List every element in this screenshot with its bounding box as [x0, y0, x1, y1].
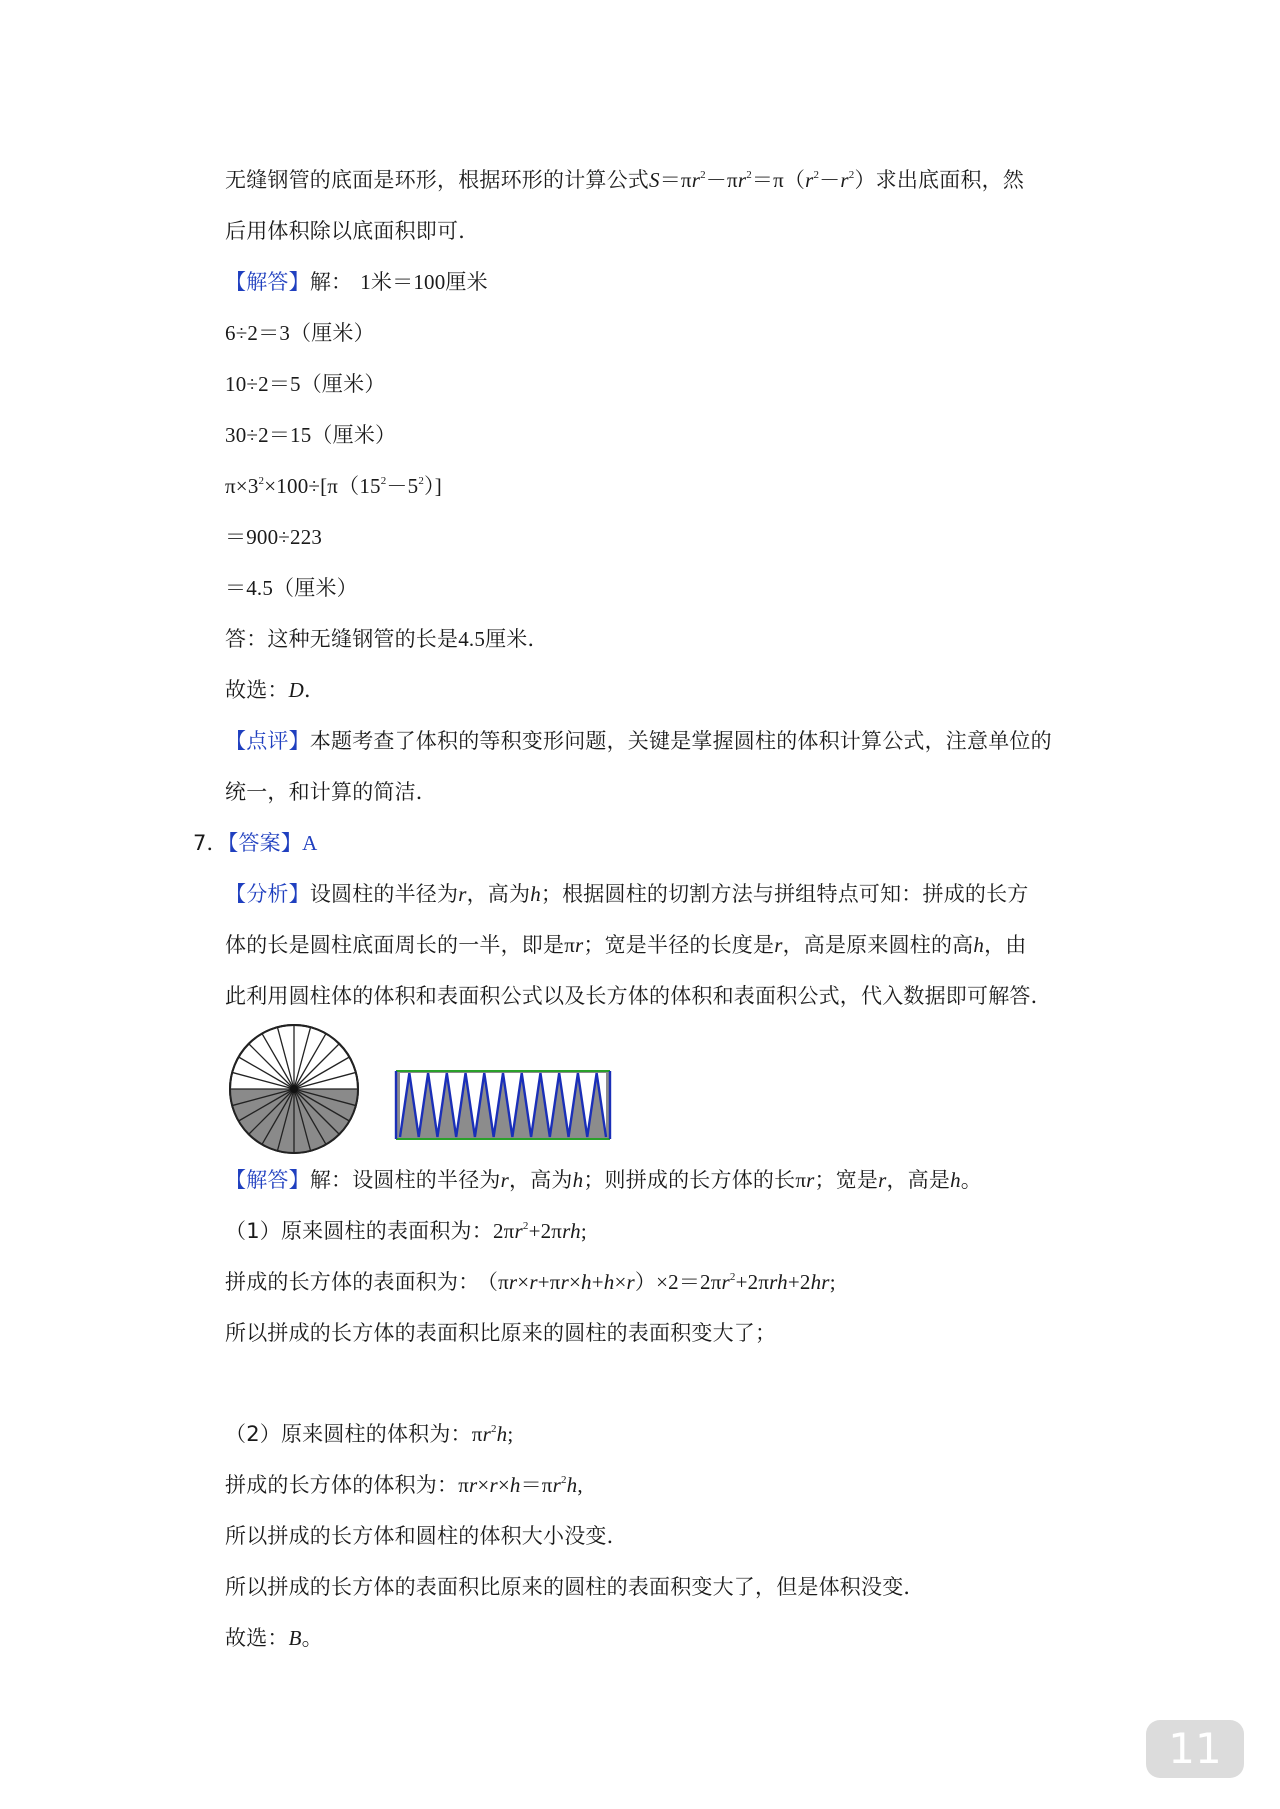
text-line: 后用体积除以底面积即可．	[225, 219, 480, 243]
text-line: 所以拼成的长方体的表面积比原来的圆柱的表面积变大了，但是体积没变．	[225, 1575, 925, 1599]
calc-line: 6÷2＝3（厘米）	[225, 321, 375, 345]
comment-tag: 【点评】	[225, 729, 310, 753]
solution-tag: 【解答】	[225, 1168, 310, 1192]
choice-line: 故选：B。	[225, 1626, 323, 1650]
solution-line: 【解答】解： 1米＝100厘米	[225, 270, 488, 294]
comment-line: 【点评】本题考查了体积的等积变形问题，关键是掌握圆柱的体积计算公式，注意单位的	[225, 729, 1052, 753]
text-line: 拼成的长方体的表面积为： $(\pi r\times r+\pi r\times h+h\times r)\times 2=2\pi r^2+2\pi rh+2hr$;	[225, 1270, 836, 1294]
text-line: 所以拼成的长方体的表面积比原来的圆柱的表面积变大了；	[225, 1321, 777, 1345]
analysis-line: 【分析】设圆柱的半径为r，高为h；根据圆柱的切割方法与拼组特点可知：拼成的长方	[225, 882, 1029, 906]
answer-value: A	[302, 831, 318, 855]
analysis-tag: 【分析】	[225, 882, 310, 906]
sectored-circle-figure	[224, 1021, 364, 1157]
rearranged-rectangle-figure	[392, 1065, 616, 1145]
text-line: （2）原来圆柱的体积为：$\pi r^2h$;	[225, 1422, 514, 1446]
calc-line: ＝4.5（厘米）	[225, 576, 358, 600]
answer-line: 答：这种无缝钢管的长是4.5厘米．	[225, 627, 549, 651]
text-line: 体的长是圆柱底面周长的一半，即是πr；宽是半径的长度是r，高是原来圆柱的高h，由	[225, 933, 1027, 957]
text-line: （1）原来圆柱的表面积为：$2\pi r^2+2\pi rh$;	[225, 1219, 587, 1243]
calc-line: $\pi\times 3^2\times 100\div[\pi(15^2-5^2)]$	[225, 474, 442, 498]
text-line: 此利用圆柱体的体积和表面积公式以及长方体的体积和表面积公式，代入数据即可解答．	[225, 984, 1052, 1008]
calc-line: 10÷2＝5（厘米）	[225, 372, 386, 396]
choice-line: 故选：D．	[225, 678, 326, 702]
calc-line: ＝900÷223	[225, 525, 323, 549]
question-7-header: 7．【答案】A	[193, 831, 318, 855]
text-line: 统一，和计算的简洁．	[225, 780, 437, 804]
page-number: 11	[1146, 1720, 1244, 1778]
answer-tag: 【答案】	[227, 831, 303, 855]
calc-line: 30÷2＝15（厘米）	[225, 423, 397, 447]
solution-line: 【解答】解：设圆柱的半径为r，高为h；则拼成的长方体的长πr；宽是r，高是h。	[225, 1168, 982, 1192]
text-line: 拼成的长方体的体积为：$\pi r\times r\times h=\pi r^2h$,	[225, 1473, 583, 1497]
solution-tag: 【解答】	[225, 270, 310, 294]
text-line: 所以拼成的长方体和圆柱的体积大小没变．	[225, 1524, 628, 1548]
text-line: 无缝钢管的底面是环形，根据环形的计算公式$S=\pi r^2-\pi r^2=\pi(r^2-r^2)$求出底面积，然	[225, 168, 1025, 192]
